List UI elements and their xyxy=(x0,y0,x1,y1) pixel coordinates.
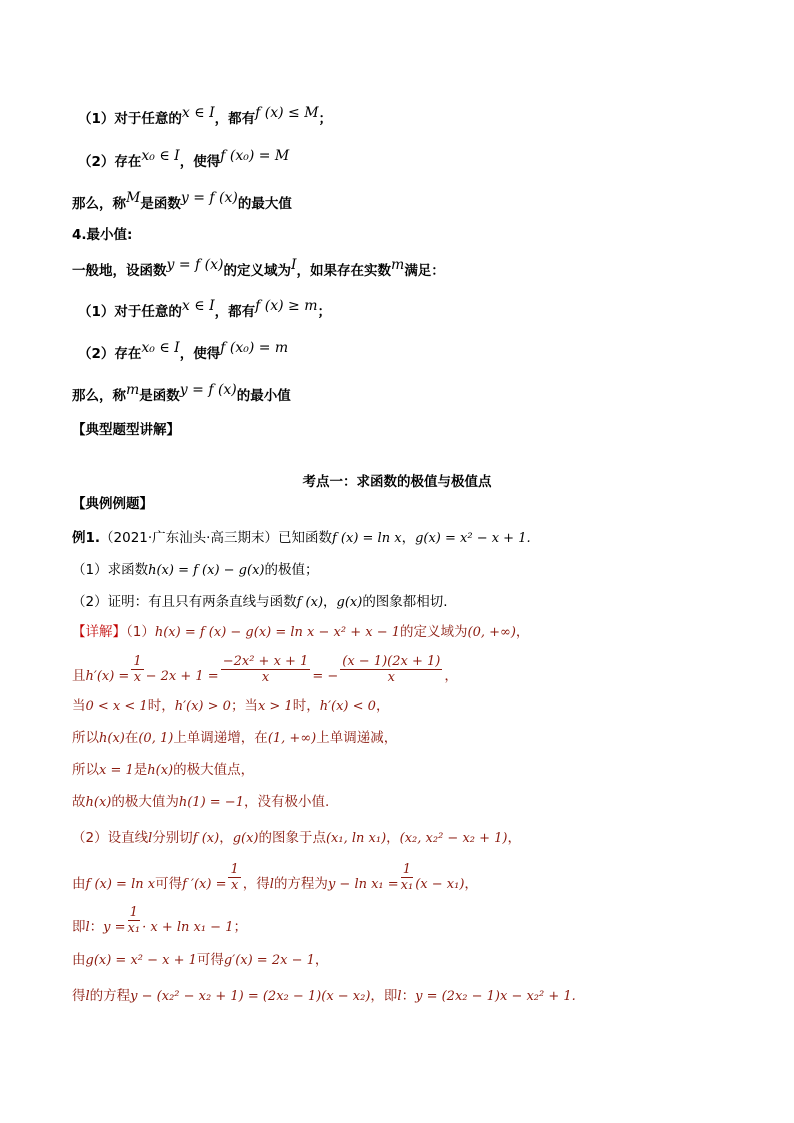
solution-line-9: 即l：y = $\frac{1}{\text{x₁}}$ · x + ln x₁ − 1； xyxy=(72,905,247,936)
solution-line-11: 得l的方程y − (x₂² − x₂ + 1) = (2x₂ − 1)(x − x₂)，即l：y = (2x₂ − 1)x − x₂² + 1. xyxy=(72,988,576,1004)
solution-line-1: 【详解】（1）h(x) = f (x) − g(x) = ln x − x² + x − 1的定义域为(0, +∞)， xyxy=(72,624,530,640)
question-2: （2）证明：有且只有两条直线与函数f (x)，g(x)的图象都相切. xyxy=(72,594,448,610)
solution-line-6: 故h(x)的极大值为h(1) = −1，没有极小值. xyxy=(72,794,330,810)
solution-line-10: 由g(x) = x² − x + 1可得g′(x) = 2x − 1， xyxy=(72,952,329,968)
solution-tag: 【详解】 xyxy=(72,624,126,640)
example-tag: 【典例例题】 xyxy=(72,496,153,512)
fraction: $\frac{\text{−2x² + x + 1}}{x}$ xyxy=(222,654,309,685)
max-condition-1: （1）对于任意的x ∈ I，都有f (x) ≤ M； xyxy=(78,105,333,127)
min-definition: 一般地，设函数y = f (x)的定义域为I，如果存在实数m满足： xyxy=(72,257,445,279)
solution-line-4: 所以h(x)在(0, 1)上单调递增，在(1, +∞)上单调递减， xyxy=(72,730,398,746)
solution-line-8: 由f (x) = ln x可得f ′(x) = $\frac{1}{x}$ ，得l的方程为y − ln x₁ = $\frac{1}{\text{x₁}}$ (x − x₁)， xyxy=(72,862,478,893)
topic-heading: 考点一：求函数的极值与极值点 xyxy=(302,474,492,490)
min-heading: 4.最小值: xyxy=(72,227,133,243)
min-condition-2: （2）存在x₀ ∈ I，使得f (x₀) = m xyxy=(78,340,289,362)
min-condition-1: （1）对于任意的x ∈ I，都有f (x) ≥ m； xyxy=(78,298,331,320)
min-conclusion: 那么，称m是函数y = f (x)的最小值 xyxy=(72,382,291,404)
solution-line-3: 当0 < x < 1时，h′(x) > 0；当x > 1时，h′(x) < 0， xyxy=(72,698,390,714)
fraction: $\frac{1}{x}$ xyxy=(133,654,142,685)
max-condition-2: （2）存在x₀ ∈ I，使得f (x₀) = M xyxy=(78,148,290,170)
question-1: （1）求函数h(x) = f (x) − g(x)的极值； xyxy=(72,562,319,578)
max-conclusion: 那么，称M是函数y = f (x)的最大值 xyxy=(72,190,292,212)
section-title: 【典型题型讲解】 xyxy=(72,422,180,438)
example-statement: 例1.（2021·广东汕头·高三期末）已知函数f (x) = ln x，g(x) = x² − x + 1. xyxy=(72,530,531,546)
solution-line-2: 且h′(x) = $\frac{1}{x}$ − 2x + 1 = $\frac{\text{−2x² + x + 1}}{x}$ = − $\frac{(x - 1)(2x + 1)}{x}$ ， xyxy=(72,654,458,685)
fraction: $\frac{(x - 1)(2x + 1)}{x}$ xyxy=(342,654,441,685)
solution-line-5: 所以x = 1是h(x)的极大值点， xyxy=(72,762,255,778)
fraction: $\frac{1}{\text{x₁}}$ xyxy=(400,862,414,893)
fraction: $\frac{1}{\text{x₁}}$ xyxy=(127,905,141,936)
solution-line-7: （2）设直线l分别切f (x)，g(x)的图象于点(x₁, ln x₁)，(x₂, x₂² − x₂ + 1)， xyxy=(72,830,521,846)
fraction: $\frac{1}{x}$ xyxy=(230,862,239,893)
